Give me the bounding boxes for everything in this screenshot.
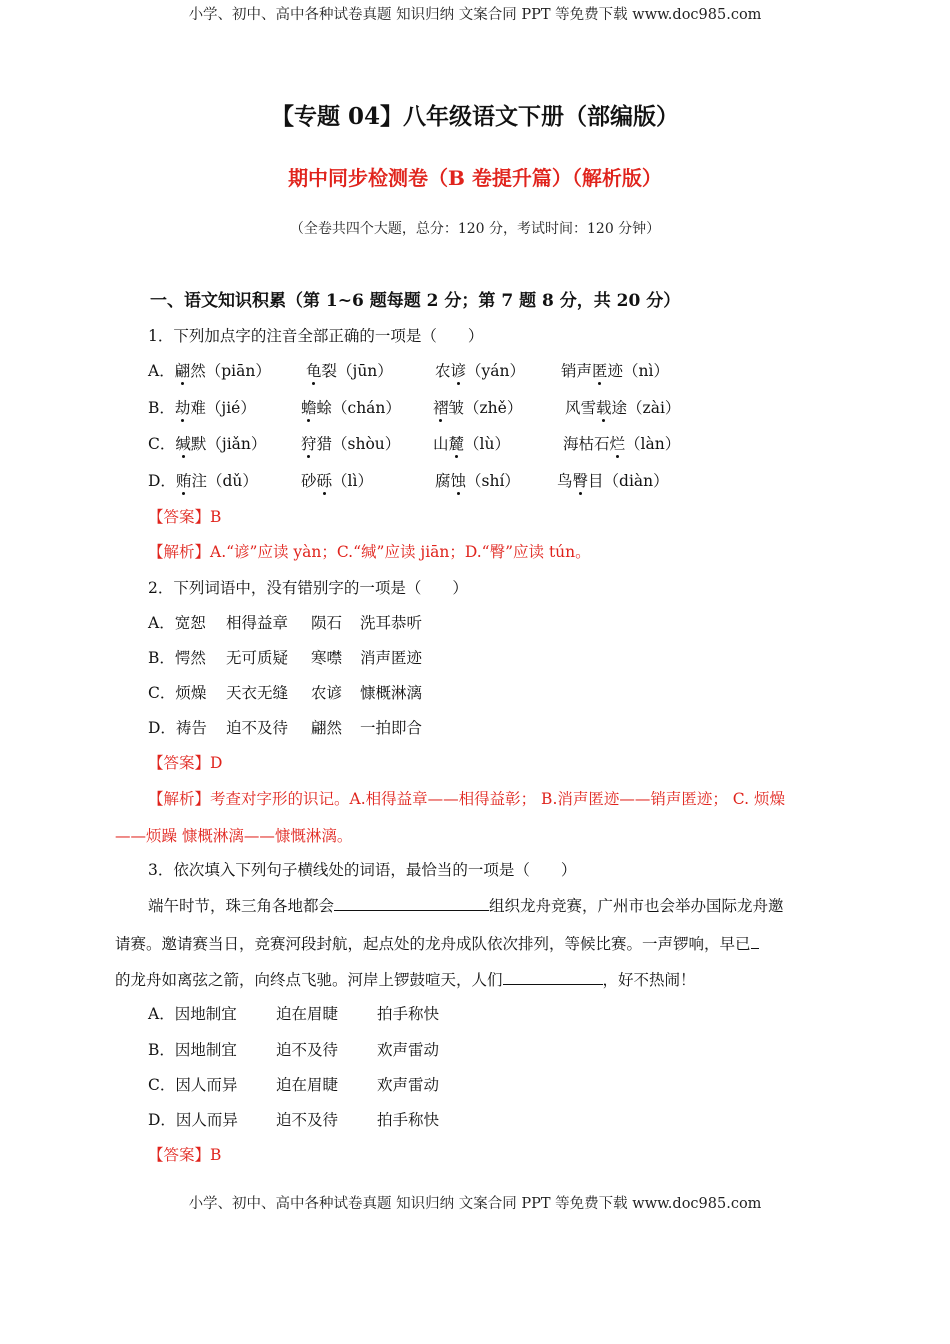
document-subtitle: 期中同步检测卷（B 卷提升篇）（解析版）: [288, 166, 662, 190]
q1-option-a[interactable]: [148, 359, 848, 379]
q2-a-3: 陨石: [311, 614, 343, 632]
q2-analysis-line1: 【解析】考查对字形的识记。A.相得益章——相得益彰； B.消声匿迹——销声匿迹； C. 烦燥: [148, 790, 785, 808]
q3-passage-1b: 组织龙舟竞赛，广州市也会举办国际龙舟邀: [489, 897, 784, 915]
q3-d-1: D．因人而异: [148, 1111, 238, 1129]
q3-passage-1a: 端午时节，珠三角各地都会: [148, 897, 335, 915]
q1-c-1: C．缄默（jiǎn）: [148, 435, 267, 453]
q2-b-1: B．愕然: [148, 649, 206, 667]
q3-passage-line3: [115, 968, 696, 990]
q1-option-d[interactable]: [148, 469, 848, 489]
q3-c-3: 欢声雷动: [377, 1076, 440, 1094]
q3-a-2: 迫在眉睫: [276, 1005, 339, 1023]
q2-option-c[interactable]: [148, 681, 548, 701]
q3-passage-3b: ，好不热闹！: [602, 971, 696, 989]
q3-answer: 【答案】B: [148, 1146, 222, 1164]
page-footer: 小学、初中、高中各种试卷真题 知识归纳 文案合同 PPT 等免费下载 www.doc985.com: [188, 1196, 762, 1212]
q2-option-d[interactable]: [148, 716, 548, 736]
q1-d-4: 鸟臀目（diàn）: [557, 472, 669, 490]
q3-a-3: 拍手称快: [377, 1005, 440, 1023]
q3-c-1: C．因人而异: [148, 1076, 238, 1094]
q3-stem: 3．依次填入下列句子横线处的词语，最恰当的一项是（ ）: [148, 861, 577, 879]
q3-passage-line1: [148, 894, 784, 916]
q3-option-b[interactable]: [148, 1038, 548, 1058]
q1-a-1: A．翩然（piān）: [148, 362, 271, 380]
page-header: 小学、初中、高中各种试卷真题 知识归纳 文案合同 PPT 等免费下载 www.doc985.com: [188, 7, 762, 23]
q3-passage-3a: 的龙舟如离弦之箭，向终点飞驰。河岸上锣鼓喧天，人们: [115, 971, 503, 989]
q1-option-b[interactable]: [148, 396, 848, 416]
q2-d-3: 翩然: [311, 719, 343, 737]
q3-passage-2: 请赛。邀请赛当日，竞赛河段封航，起点处的龙舟成队依次排列，等候比赛。一声锣响，早已: [115, 935, 751, 953]
q1-b-1: B．劫难（jié）: [148, 399, 256, 417]
q1-option-c[interactable]: [148, 432, 848, 452]
q2-a-2: 相得益章: [226, 614, 289, 632]
q2-d-4: 一拍即合: [360, 719, 423, 737]
q2-d-1: D．祷告: [148, 719, 207, 737]
q1-stem: 1．下列加点字的注音全部正确的一项是（ ）: [148, 327, 484, 345]
q2-option-b[interactable]: [148, 646, 548, 666]
q2-c-3: 农谚: [311, 684, 343, 702]
q3-d-2: 迫不及待: [276, 1111, 339, 1129]
q3-option-c[interactable]: [148, 1073, 548, 1093]
section-heading: 一、语文知识积累（第 1~6 题每题 2 分；第 7 题 8 分，共 20 分）: [150, 291, 681, 311]
fill-blank-2[interactable]: [751, 934, 759, 949]
q3-option-d[interactable]: [148, 1108, 548, 1128]
fill-blank-1[interactable]: [334, 896, 489, 911]
q3-b-3: 欢声雷动: [377, 1041, 440, 1059]
q2-c-1: C．烦燥: [148, 684, 207, 702]
q3-c-2: 迫在眉睫: [276, 1076, 339, 1094]
q1-d-1: D．贿注（dǔ）: [148, 472, 258, 490]
q2-a-1: A．宽恕: [148, 614, 206, 632]
q1-c-2: 狩猎（shòu）: [301, 435, 401, 453]
q2-b-2: 无可质疑: [226, 649, 289, 667]
q1-a-2: 龟裂（jūn）: [306, 362, 393, 380]
q1-a-4: 销声匿迹（nì）: [561, 362, 669, 380]
q2-b-3: 寒噤: [311, 649, 343, 667]
q3-b-2: 迫不及待: [276, 1041, 339, 1059]
q3-option-a[interactable]: [148, 1002, 548, 1022]
q3-d-3: 拍手称快: [377, 1111, 440, 1129]
q2-option-a[interactable]: [148, 611, 548, 631]
q2-c-2: 天衣无缝: [226, 684, 289, 702]
q1-answer: 【答案】B: [148, 508, 222, 526]
q2-stem: 2．下列词语中，没有错别字的一项是（ ）: [148, 579, 468, 597]
q2-b-4: 消声匿迹: [360, 649, 423, 667]
exam-note: （全卷共四个大题，总分：120 分，考试时间：120 分钟）: [289, 221, 661, 237]
q2-a-4: 洗耳恭听: [360, 614, 423, 632]
q3-b-1: B．因地制宜: [148, 1041, 237, 1059]
q1-b-2: 蟾蜍（chán）: [301, 399, 401, 417]
q2-c-4: 慷概淋漓: [360, 684, 423, 702]
q2-answer: 【答案】D: [148, 754, 223, 772]
q1-d-2: 砂砾（lì）: [301, 472, 373, 490]
q1-c-3: 山麓（lù）: [433, 435, 510, 453]
q1-a-3: 农谚（yán）: [435, 362, 526, 380]
q1-c-4: 海枯石烂（làn）: [563, 435, 681, 453]
q2-d-2: 迫不及待: [226, 719, 289, 737]
q3-a-1: A．因地制宜: [148, 1005, 237, 1023]
document-title: 【专题 04】八年级语文下册（部编版）: [270, 103, 679, 130]
q1-analysis: 【解析】A.“谚”应读 yàn；C.“缄”应读 jiān；D.“臀”应读 tún。: [148, 543, 591, 561]
q2-analysis-line2: ——烦躁 慷概淋漓——慷慨淋漓。: [115, 827, 353, 845]
q1-b-3: 褶皱（zhě）: [433, 399, 523, 417]
q1-d-3: 腐蚀（shí）: [435, 472, 520, 490]
q1-b-4: 风雪载途（zài）: [565, 399, 681, 417]
fill-blank-3[interactable]: [503, 970, 603, 985]
q3-passage-line2: [115, 932, 759, 954]
